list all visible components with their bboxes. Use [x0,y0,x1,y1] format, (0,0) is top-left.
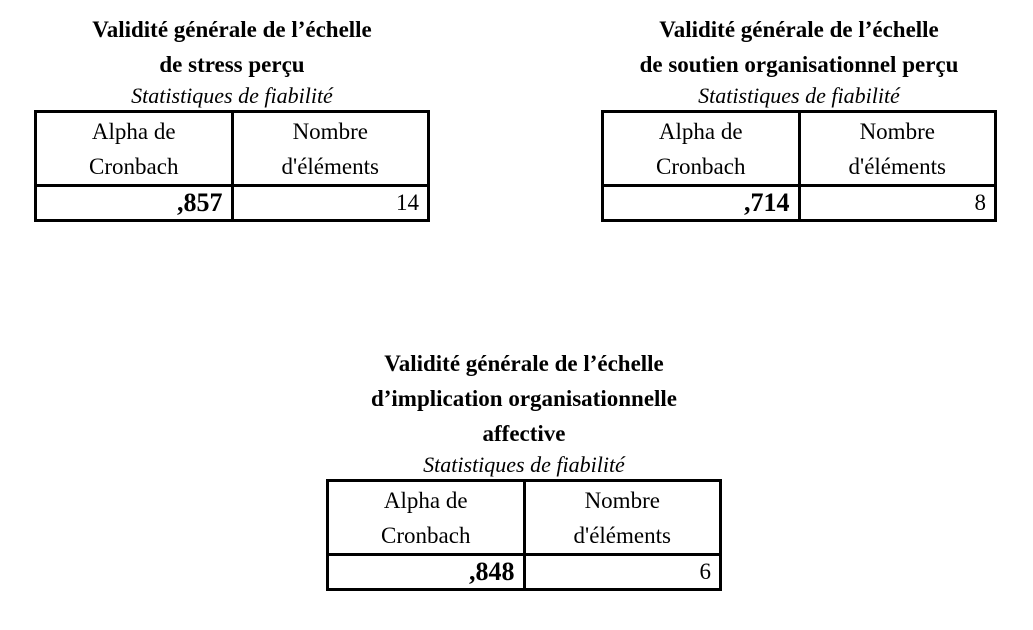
title-line: d’implication organisationnelle [370,386,678,411]
table-row [37,187,427,219]
block-subtitle: Statistiques de fiabilité [423,452,625,477]
title-line: de stress perçu [159,52,305,77]
header-alpha [604,113,801,184]
header-line: d'éléments [281,154,379,179]
reliability-table [34,110,430,222]
block-title [34,12,430,82]
reliability-block-soutien [601,12,997,222]
reliability-block-implication [326,346,722,591]
block-subtitle: Statistiques de fiabilité [698,83,900,108]
header-line: d'éléments [848,154,946,179]
header-alpha [329,482,526,553]
header-line: Cronbach [381,523,471,548]
alpha-value: ,714 [604,187,801,219]
table-row [329,556,719,588]
table-header-row [329,482,719,556]
reliability-table [326,479,722,591]
n-items-value: 6 [699,559,711,584]
header-n-items [801,113,995,184]
reliability-block-stress [34,12,430,222]
header-line: Cronbach [656,154,746,179]
title-line: de soutien organisationnel perçu [639,52,959,77]
title-line: Validité générale de l’échelle [92,17,372,42]
table-row [604,187,994,219]
alpha-value: ,857 [37,187,234,219]
header-line: Alpha de [658,119,743,144]
header-line: Alpha de [383,488,468,513]
title-line: affective [482,421,566,446]
header-line: Nombre [292,119,368,144]
n-items-value: 8 [974,190,986,215]
header-line: Alpha de [91,119,176,144]
n-items-value: 14 [396,190,419,215]
alpha-value: ,848 [329,556,526,588]
table-header-row [604,113,994,187]
header-line: Nombre [584,488,660,513]
header-alpha [37,113,234,184]
header-line: Nombre [859,119,935,144]
reliability-table [601,110,997,222]
title-line: Validité générale de l’échelle [384,351,664,376]
block-title [601,12,997,82]
header-n-items [526,482,720,553]
table-header-row [37,113,427,187]
header-line: Cronbach [89,154,179,179]
block-title [326,346,722,451]
title-line: Validité générale de l’échelle [659,17,939,42]
header-n-items [234,113,428,184]
block-subtitle: Statistiques de fiabilité [131,83,333,108]
header-line: d'éléments [573,523,671,548]
